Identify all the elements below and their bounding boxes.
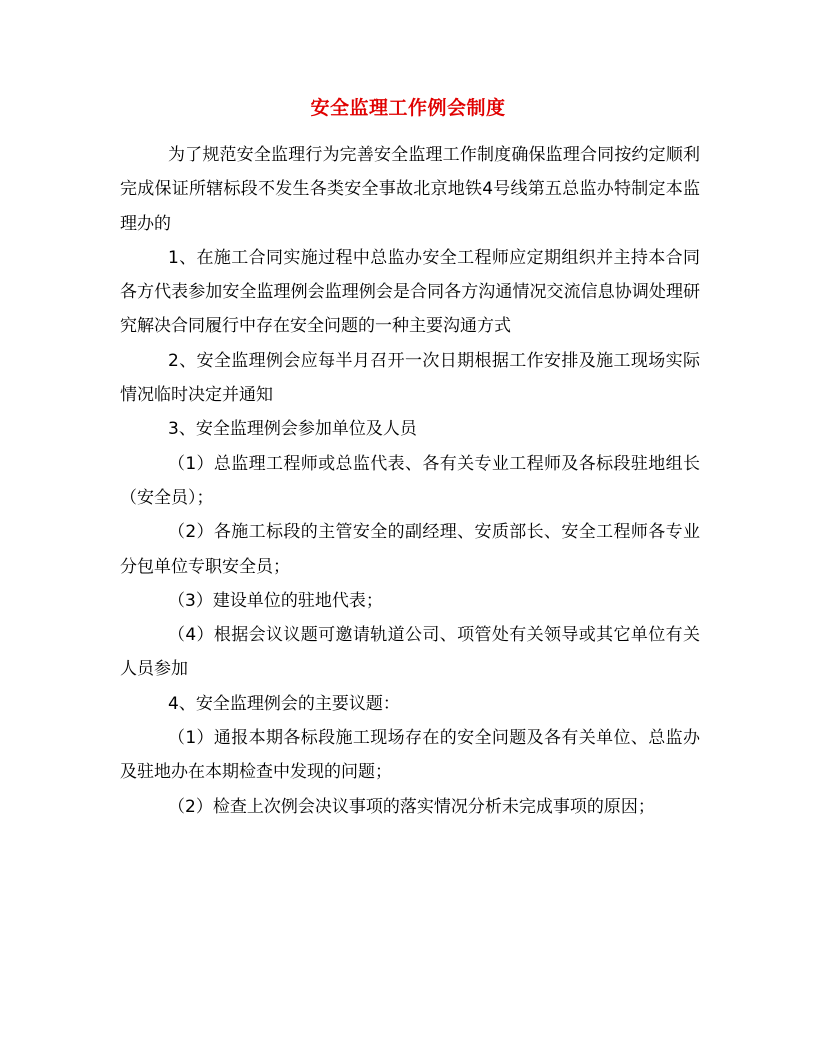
clause-3-item-4: （4）根据会议议题可邀请轨道公司、项管处有关领导或其它单位有关人员参加 [120,625,700,680]
clause-4-item-2: （2）检查上次例会决议事项的落实情况分析未完成事项的原因； [168,796,655,817]
clause-3-paragraph: 3、安全监理例会参加单位及人员 [168,419,417,440]
clause-2-paragraph: 2、安全监理例会应每半月召开一次日期根据工作安排及施工现场实际情况临时决定并通知 [120,350,700,406]
clause-4-item-1: （1）通报本期各标段施工现场存在的安全问题及各有关单位、总监办及驻地办在本期检查中发现的问题； [120,728,700,783]
clause-3-item-1: （1）总监理工程师或总监代表、各有关专业工程师及各标段驻地组长（安全员）； [120,453,700,508]
intro-paragraph: 为了规范安全监理行为完善安全监理工作制度确保监理合同按约定顺利完成保证所辖标段不发生各类安全事故北京地铁4号线第五总监办特制定本监理办的 [120,145,700,234]
clause-4-paragraph: 4、安全监理例会的主要议题： [168,693,400,714]
clause-3-item-3: （3）建设单位的驻地代表； [168,590,383,611]
document-body [120,138,700,824]
document-title: 安全监理工作例会制度 [310,97,506,119]
clause-1-paragraph: 1、在施工合同实施过程中总监办安全工程师应定期组织并主持本合同各方代表参加安全监理例会监理例会是合同各方沟通情况交流信息协调处理研究解决合同履行中存在安全问题的一种主要沟通方式 [120,247,700,337]
clause-3-item-2: （2）各施工标段的主管安全的副经理、安质部长、安全工程师各专业分包单位专职安全员； [120,522,700,577]
